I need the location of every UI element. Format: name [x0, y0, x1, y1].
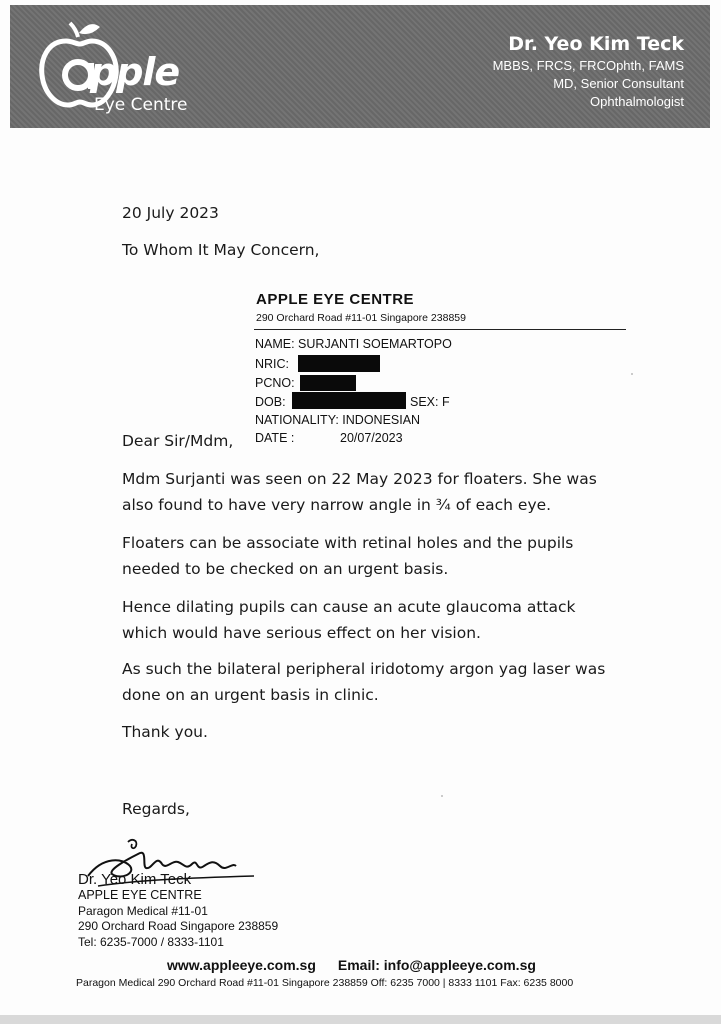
footer-contact — [167, 958, 536, 972]
thanks-line: Thank you. — [122, 723, 208, 741]
dob-redaction — [292, 392, 406, 409]
stamp-divider — [254, 329, 626, 330]
signatory-clinic: APPLE EYE CENTRE — [78, 888, 202, 902]
stamp-pcno-label: PCNO: — [255, 376, 295, 390]
letter-date: 20 July 2023 — [122, 204, 219, 222]
footer-email: Email: info@appleeye.com.sg — [337, 957, 536, 973]
paragraph-line: needed to be checked on an urgent basis. — [122, 560, 449, 578]
paragraph-4 — [122, 656, 622, 708]
doctor-name: Dr. Yeo Kim Teck — [508, 33, 684, 55]
stamp-date-label: DATE : — [255, 431, 295, 445]
signatory-name: Dr. Yeo Kim Teck — [78, 871, 192, 888]
stamp-name: NAME: SURJANTI SOEMARTOPO — [255, 337, 452, 351]
letterhead-banner — [10, 5, 710, 128]
general-salutation: To Whom It May Concern, — [122, 241, 320, 259]
signatory-telephone: Tel: 6235-7000 / 8333-1101 — [78, 935, 224, 949]
paragraph-line: Hence dilating pupils can cause an acute glaucoma attack — [122, 598, 576, 616]
closing-line: Regards, — [122, 800, 190, 818]
stamp-address: 290 Orchard Road #11-01 Singapore 238859 — [256, 312, 466, 324]
nric-redaction — [298, 355, 380, 372]
signatory-address-2: 290 Orchard Road Singapore 238859 — [78, 919, 279, 933]
paragraph-3 — [122, 594, 622, 646]
paragraph-line: also found to have very narrow angle in ¾ of each eye. — [122, 496, 552, 514]
paragraph-line: which would have serious effect on her vision. — [122, 624, 481, 642]
scan-speck — [441, 795, 443, 797]
footer-website: www.appleeye.com.sg — [167, 957, 316, 973]
logo-wordmark: pple — [90, 50, 180, 94]
paragraph-1 — [122, 466, 622, 518]
stamp-dob-label: DOB: — [255, 395, 286, 409]
logo-subtitle: Eye Centre — [94, 95, 188, 115]
paragraph-line: done on an urgent basis in clinic. — [122, 686, 379, 704]
salutation: Dear Sir/Mdm, — [122, 432, 234, 450]
doctor-specialty: Ophthalmologist — [590, 94, 684, 109]
doctor-credentials: MBBS, FRCS, FRCOphth, FAMS — [492, 58, 684, 73]
apple-eye-centre-logo — [38, 17, 208, 122]
paragraph-line: Mdm Surjanti was seen on 22 May 2023 for floaters. She was — [122, 470, 597, 488]
scan-edge — [0, 1015, 721, 1024]
stamp-date-value: 20/07/2023 — [340, 431, 403, 445]
footer-address: Paragon Medical 290 Orchard Road #11-01 Singapore 238859 Off: 6235 7000 | 8333 1101 Fax: 6235 8000 — [76, 977, 574, 989]
stamp-nationality: NATIONALITY: INDONESIAN — [255, 413, 421, 427]
pcno-redaction — [300, 375, 356, 391]
scan-speck — [631, 373, 633, 375]
doctor-title: MD, Senior Consultant — [553, 76, 684, 91]
paragraph-2 — [122, 530, 622, 582]
stamp-title: APPLE EYE CENTRE — [256, 291, 415, 308]
paragraph-line: Floaters can be associate with retinal holes and the pupils — [122, 534, 574, 552]
signatory-address-1: Paragon Medical #11-01 — [78, 904, 208, 918]
paragraph-line: As such the bilateral peripheral iridotomy argon yag laser was — [122, 660, 606, 678]
stamp-nric-label: NRIC: — [255, 357, 290, 371]
stamp-sex: SEX: F — [410, 395, 450, 409]
